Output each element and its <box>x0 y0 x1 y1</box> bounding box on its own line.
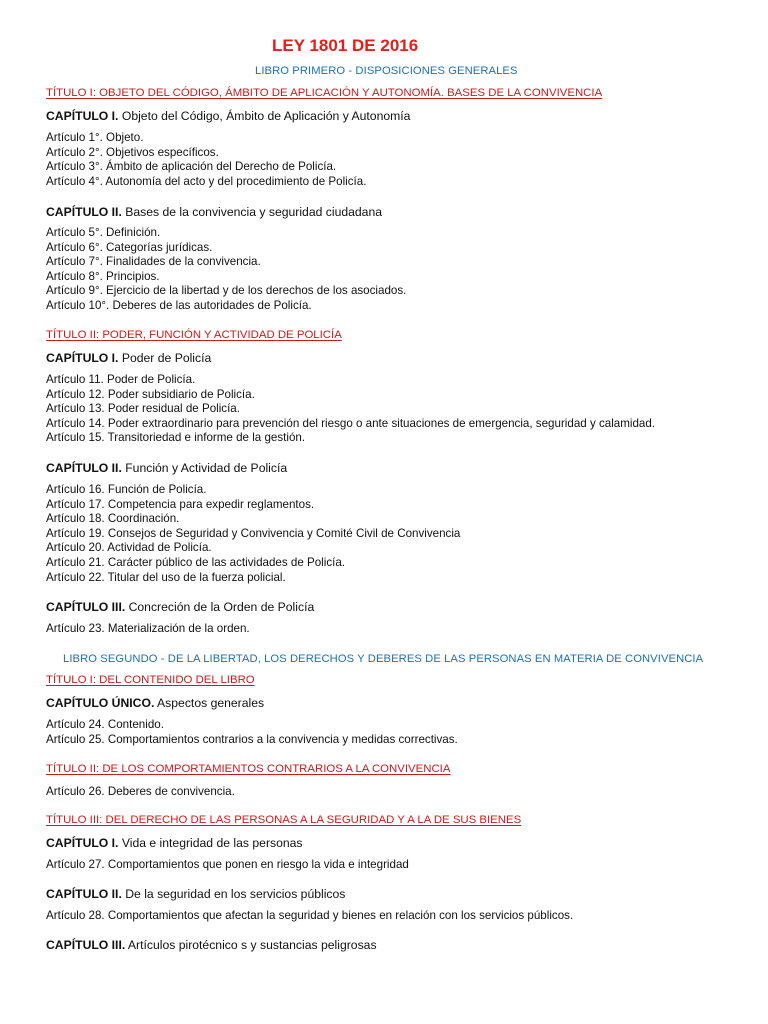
libro-segundo-heading: LIBRO SEGUNDO - DE LA LIBERTAD, LOS DERECHOS Y DEBERES DE LAS PERSONAS EN MATERIA DE CONVIVENCIA <box>63 653 704 665</box>
article-list <box>46 858 409 873</box>
article-item: Artículo 11. Poder de Policía. <box>46 373 196 386</box>
capitulo-heading: CAPÍTULO I. Vida e integridad de las personas <box>46 836 303 850</box>
article-item: Artículo 24. Contenido. <box>46 718 164 731</box>
titulo-ii-heading: TÍTULO II: PODER, FUNCIÓN Y ACTIVIDAD DE POLICÍA <box>46 329 342 341</box>
article-item: Artículo 8°. Principios. <box>46 269 160 283</box>
article-item: Artículo 9°. Ejercicio de la libertad y de los derechos de los asociados. <box>46 284 407 298</box>
article-list <box>46 131 366 189</box>
article-list <box>46 718 458 747</box>
titulo-iii-heading: TÍTULO III: DEL DERECHO DE LAS PERSONAS A LA SEGURIDAD Y A LA DE SUS BIENES <box>46 814 522 826</box>
article-item: Artículo 5°. Definición. <box>46 226 161 239</box>
article-item: Artículo 7°. Finalidades de la convivencia. <box>46 255 261 269</box>
article-list <box>46 909 573 924</box>
article-item: Artículo 13. Poder residual de Policía. <box>46 402 240 416</box>
titulo-ii-heading: TÍTULO II: DE LOS COMPORTAMIENTOS CONTRARIOS A LA CONVIVENCIA <box>46 763 451 775</box>
capitulo-heading: CAPÍTULO III. Artículos pirotécnico s y sustancias peligrosas <box>46 938 377 952</box>
article-item: Artículo 2°. Objetivos específicos. <box>46 145 219 159</box>
article-item: Artículo 28. Comportamientos que afectan la seguridad y bienes en relación con los servicios públicos. <box>46 909 574 922</box>
article-item: Artículo 1°. Objeto. <box>46 131 144 144</box>
article-list <box>46 785 235 800</box>
article-item: Artículo 26. Deberes de convivencia. <box>46 785 235 798</box>
article-list <box>46 226 406 314</box>
article-item: Artículo 22. Titular del uso de la fuerza policial. <box>46 570 286 584</box>
article-item: Artículo 27. Comportamientos que ponen en riesgo la vida e integridad <box>46 858 409 871</box>
capitulo-heading: CAPÍTULO I. Objeto del Código, Ámbito de Aplicación y Autonomía <box>46 109 411 123</box>
article-item: Artículo 18. Coordinación. <box>46 512 180 526</box>
article-item: Artículo 15. Transitoriedad e informe de la gestión. <box>46 431 306 445</box>
capitulo-heading: CAPÍTULO II. De la seguridad en los servicios públicos <box>46 887 346 901</box>
capitulo-heading: CAPÍTULO II. Bases de la convivencia y seguridad ciudadana <box>46 205 383 219</box>
article-item: Artículo 21. Carácter público de las actividades de Policía. <box>46 555 346 569</box>
article-item: Artículo 17. Competencia para expedir reglamentos. <box>46 497 315 511</box>
article-item: Artículo 4°. Autonomía del acto y del procedimiento de Policía. <box>46 174 367 188</box>
article-list <box>46 373 655 446</box>
article-item: Artículo 6°. Categorías jurídicas. <box>46 240 213 254</box>
capitulo-heading: CAPÍTULO ÚNICO. Aspectos generales <box>46 696 265 710</box>
article-item: Artículo 10°. Deberes de las autoridades de Policía. <box>46 298 312 312</box>
article-item: Artículo 19. Consejos de Seguridad y Convivencia y Comité Civil de Convivencia <box>46 526 461 540</box>
capitulo-heading: CAPÍTULO II. Función y Actividad de Policía <box>46 461 288 475</box>
capitulo-heading: CAPÍTULO I. Poder de Policía <box>46 351 212 365</box>
libro-primero-heading: LIBRO PRIMERO - DISPOSICIONES GENERALES <box>255 65 518 77</box>
article-list <box>46 483 460 585</box>
article-item: Artículo 12. Poder subsidiario de Policía. <box>46 387 255 401</box>
article-item: Artículo 14. Poder extraordinario para prevención del riesgo o ante situaciones de emergencia, seguridad y calamidad. <box>46 416 656 430</box>
article-list <box>46 622 250 637</box>
article-item: Artículo 3°. Ámbito de aplicación del Derecho de Policía. <box>46 160 337 174</box>
titulo-i-heading: TÍTULO I: OBJETO DEL CÓDIGO, ÁMBITO DE APLICACIÓN Y AUTONOMÍA. BASES DE LA CONVIVENCIA <box>46 87 603 99</box>
article-item: Artículo 20. Actividad de Policía. <box>46 541 212 555</box>
titulo-i-heading: TÍTULO I: DEL CONTENIDO DEL LIBRO <box>46 674 255 686</box>
article-item: Artículo 16. Función de Policía. <box>46 483 207 496</box>
article-item: Artículo 23. Materialización de la orden. <box>46 622 250 635</box>
law-title: LEY 1801 DE 2016 <box>272 36 419 55</box>
capitulo-heading: CAPÍTULO III. Concreción de la Orden de Policía <box>46 600 315 614</box>
article-item: Artículo 25. Comportamientos contrarios a la convivencia y medidas correctivas. <box>46 732 458 746</box>
